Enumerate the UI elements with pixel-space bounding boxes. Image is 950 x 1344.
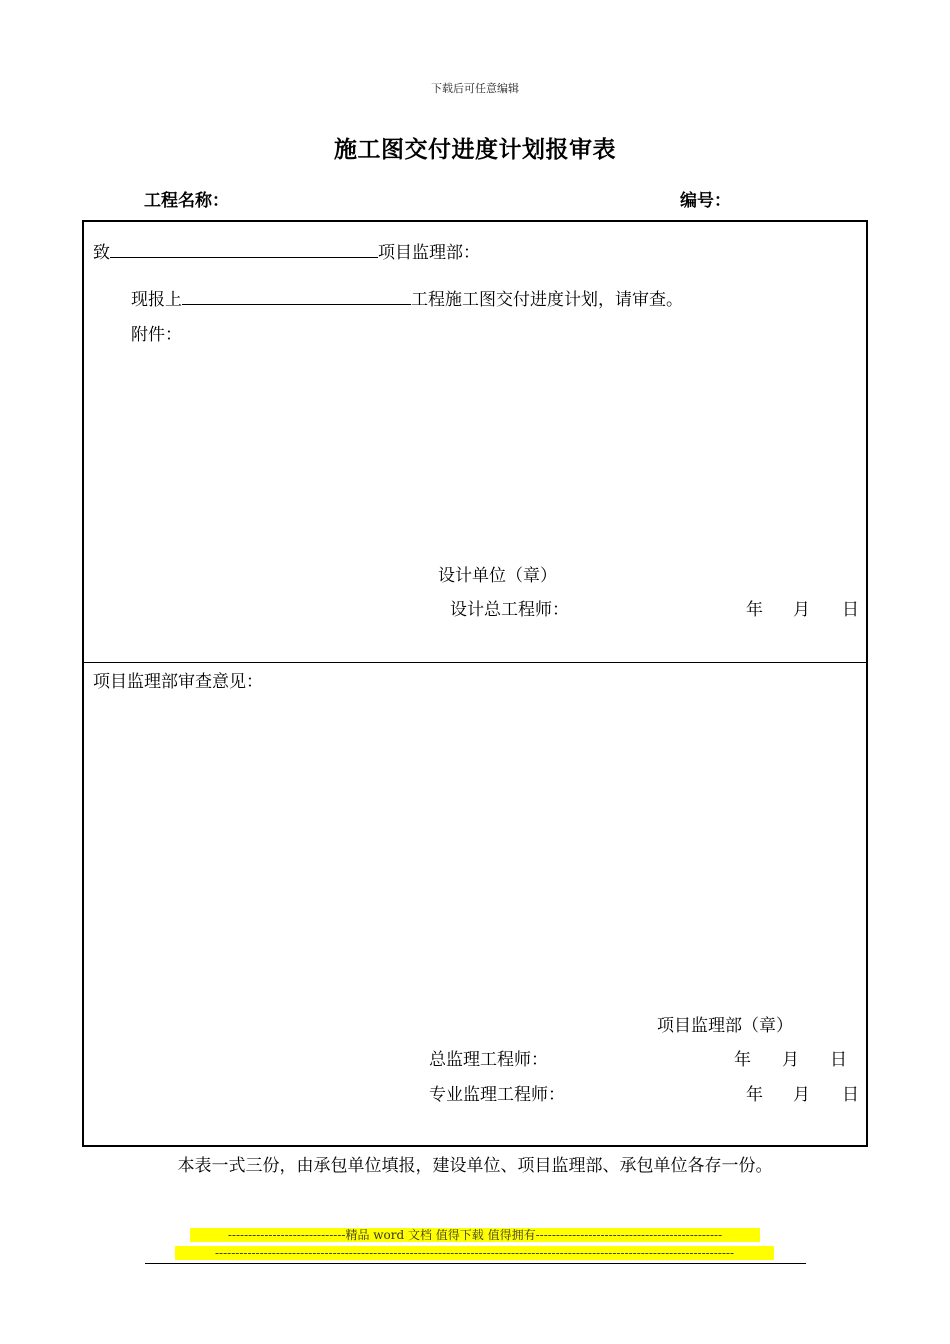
banner-line-2: -------------------------------------------------------------------------------------------------------------------------------- [175, 1246, 774, 1260]
banner-line-1 [190, 1228, 760, 1242]
form-table [82, 220, 868, 1147]
report-prefix: 现报上 [131, 290, 182, 310]
design-unit-seal: 设计单位（章） [438, 566, 557, 586]
banner-text: 精品 word 文档 值得下载 值得拥有 [345, 1228, 536, 1242]
report-suffix: 工程施工图交付进度计划，请审查。 [411, 290, 683, 310]
number-label: 编号： [680, 191, 731, 211]
to-prefix: 致 [93, 243, 110, 263]
footer-note: 本表一式三份，由承包单位填报，建设单位、项目监理部、承包单位各存一份。 [177, 1156, 773, 1176]
attachments-label: 附件： [131, 325, 182, 345]
design-date-month: 月 [793, 600, 810, 620]
specialist-date-month: 月 [793, 1085, 810, 1105]
project-blank[interactable] [182, 287, 411, 305]
project-name-label: 工程名称： [144, 191, 229, 211]
recipient-blank[interactable] [110, 240, 378, 258]
review-opinion-label: 项目监理部审查意见： [93, 672, 263, 692]
section-divider [84, 662, 866, 663]
chief-supervisor-label: 总监理工程师： [429, 1050, 548, 1070]
banner-right-dashes: ---------------------------------------------- [535, 1228, 723, 1242]
design-date-day: 日 [842, 600, 859, 620]
design-chief-engineer-label: 设计总工程师： [450, 600, 569, 620]
to-line [93, 238, 480, 263]
chief-date-month: 月 [782, 1050, 799, 1070]
chief-date-year: 年 [734, 1050, 751, 1070]
page-title: 施工图交付进度计划报审表 [334, 136, 616, 163]
specialist-date-day: 日 [842, 1085, 859, 1105]
header-note: 下载后可任意编辑 [431, 82, 519, 95]
supervision-seal: 项目监理部（章） [657, 1016, 793, 1036]
specialist-date-year: 年 [746, 1085, 763, 1105]
report-line [131, 285, 683, 310]
design-date-year: 年 [746, 600, 763, 620]
bottom-rule [145, 1263, 806, 1264]
banner-left-dashes: ----------------------------- [227, 1228, 346, 1242]
to-suffix: 项目监理部： [378, 243, 480, 263]
chief-date-day: 日 [830, 1050, 847, 1070]
specialist-supervisor-label: 专业监理工程师： [429, 1085, 565, 1105]
